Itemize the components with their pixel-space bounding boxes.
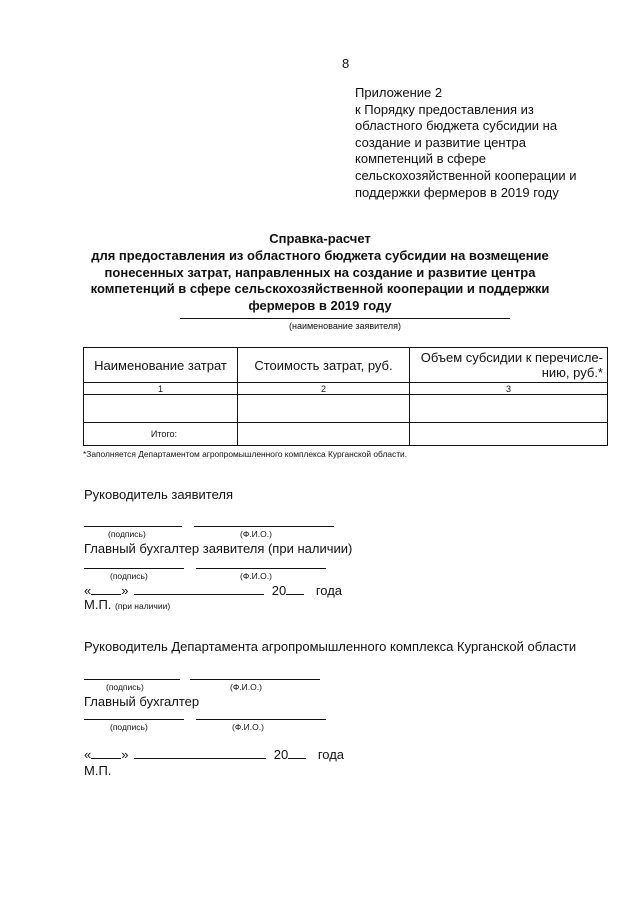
applicant-accountant-signature-line[interactable] <box>84 568 184 569</box>
year-field[interactable] <box>286 583 304 595</box>
header-subsidy-line-1: Объем субсидии к перечисле- <box>420 350 603 365</box>
table-cell-subsidy[interactable] <box>410 395 608 423</box>
name-caption: (Ф.И.О.) <box>240 571 272 581</box>
year-suffix: года <box>315 583 343 598</box>
year-prefix: 20 <box>273 747 289 762</box>
signature-caption: (подпись) <box>108 529 146 539</box>
stamp-label: М.П. <box>84 597 112 612</box>
title-line: компетенций в сфере сельскохозяйственной кооперации и поддержки <box>90 281 550 297</box>
department-head-signature-line[interactable] <box>84 679 180 680</box>
date-close-quote: » <box>121 747 129 762</box>
department-head-name-line[interactable] <box>190 679 320 680</box>
appendix-block <box>355 85 605 201</box>
title-line: фермеров в 2019 году <box>248 298 392 314</box>
year-suffix: года <box>317 747 345 762</box>
footnote: *Заполняется Департаментом агропромышленного комплекса Курганской области. <box>83 449 408 459</box>
appendix-line: компетенций в сфере <box>355 151 487 167</box>
department-accountant-signature-line[interactable] <box>84 719 184 720</box>
stamp-note: (при наличии) <box>115 601 171 611</box>
total-label: Итого: <box>84 423 238 446</box>
date-open-quote: « <box>84 583 92 598</box>
department-accountant-name-line[interactable] <box>196 719 326 720</box>
applicant-accountant-name-line[interactable] <box>196 568 326 569</box>
applicant-head-title: Руководитель заявителя <box>84 487 233 502</box>
year-prefix: 20 <box>271 583 287 598</box>
table-header-row <box>84 348 608 383</box>
applicant-head-signature-line[interactable] <box>84 526 182 527</box>
signature-caption: (подпись) <box>106 682 144 692</box>
table-cell-cost-name[interactable] <box>84 395 238 423</box>
table-row <box>84 395 608 423</box>
day-field[interactable] <box>91 583 121 595</box>
signature-caption: (подпись) <box>110 571 148 581</box>
applicant-name-line[interactable] <box>180 318 510 319</box>
appendix-line: поддержки фермеров в 2019 году <box>355 184 559 200</box>
name-caption: (Ф.И.О.) <box>230 682 262 692</box>
date-open-quote: « <box>84 747 92 762</box>
page-number: 8 <box>342 56 350 71</box>
year-field[interactable] <box>288 747 306 759</box>
header-subsidy-amount <box>410 348 608 383</box>
total-cost-value[interactable] <box>238 423 410 446</box>
department-head-title: Руководитель Департамента агропромышленного комплекса Курганской области <box>84 639 577 654</box>
department-accountant-title: Главный бухгалтер <box>84 694 200 709</box>
title-line: для предоставления из областного бюджета субсидии на возмещение <box>91 247 549 263</box>
appendix-line: создание и развитие центра <box>355 134 526 150</box>
table-number-row <box>84 383 608 395</box>
column-number: 1 <box>84 383 238 395</box>
month-field[interactable] <box>134 747 266 759</box>
column-number: 2 <box>238 383 410 395</box>
appendix-line: Приложение 2 <box>355 85 443 100</box>
day-field[interactable] <box>91 747 121 759</box>
column-number: 3 <box>410 383 608 395</box>
department-date-line <box>84 747 344 762</box>
header-cost-value: Стоимость затрат, руб. <box>238 348 410 383</box>
header-subsidy-line-2: нию, руб.* <box>541 365 603 380</box>
table-cell-cost-value[interactable] <box>238 395 410 423</box>
name-caption: (Ф.И.О.) <box>232 722 264 732</box>
month-field[interactable] <box>134 583 264 595</box>
header-cost-name: Наименование затрат <box>84 348 238 383</box>
applicant-accountant-title: Главный бухгалтер заявителя (при наличии) <box>84 541 353 556</box>
name-caption: (Ф.И.О.) <box>240 529 272 539</box>
department-stamp: М.П. <box>84 763 112 778</box>
title-line: Справка-расчет <box>269 231 371 246</box>
costs-table <box>83 347 608 446</box>
applicant-head-name-line[interactable] <box>194 526 334 527</box>
appendix-line: к Порядку предоставления из <box>355 101 534 117</box>
signature-caption: (подпись) <box>110 722 148 732</box>
appendix-line: сельскохозяйственной кооперации и <box>355 167 577 183</box>
document-title <box>80 231 560 315</box>
appendix-line: областного бюджета субсидии на <box>355 118 558 134</box>
applicant-name-caption: (наименование заявителя) <box>288 321 402 331</box>
title-line: понесенных затрат, направленных на создание и развитие центра <box>104 264 536 280</box>
table-total-row <box>84 423 608 446</box>
applicant-stamp <box>84 597 170 612</box>
applicant-date-line <box>84 583 342 598</box>
date-close-quote: » <box>121 583 129 598</box>
total-subsidy[interactable] <box>410 423 608 446</box>
